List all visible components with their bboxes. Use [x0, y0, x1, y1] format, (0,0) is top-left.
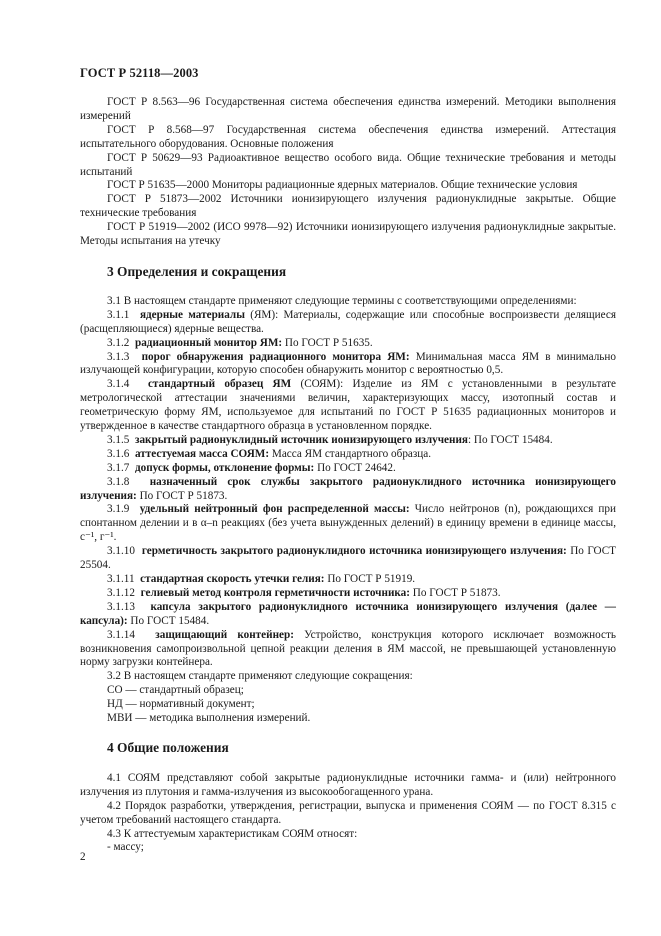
document-body	[80, 96, 616, 855]
abbr-item: МВИ — методика выполнения измерений.	[107, 712, 311, 725]
ref-item: ГОСТ Р 8.568—97 Государственная система обеспечения единства измерений. Аттестация испытательного оборудования. Основные положения	[80, 123, 616, 150]
term-entry: 3.1.14 защищающий контейнер: Устройство, конструкция которого исключает возможность возникновения самопроизвольной цепной реакции деления в ЯМ массой, не превышающей установленную норму загрузки контейнера.	[80, 628, 616, 669]
section-4-para: 4.1 СОЯМ представляют собой закрытые радионуклидные источники гамма- и (или) нейтронного излучения из плутония и гамма-излучения из высокообогащенного урана.	[80, 771, 616, 798]
ref-item: ГОСТ Р 50629—93 Радиоактивное вещество особого вида. Общие технические требования и методы испытаний	[80, 151, 616, 178]
term-entry: 3.1.9 удельный нейтронный фон распределенной массы: Число нейтронов (n), рождающихся при спонтанном делении и в α–n реакциях (без учета вынужденных делений) в единицу времени в единице массы, с⁻¹, г⁻¹.	[80, 503, 616, 544]
abbr-item: СО — стандартный образец;	[107, 684, 244, 697]
section-4-para: 4.3 К аттестуемым характеристикам СОЯМ относят:	[107, 827, 358, 840]
term-entry: 3.1.11 стандартная скорость утечки гелия: По ГОСТ Р 51919.	[107, 573, 416, 585]
term-entry: 3.1.13 капсула закрытого радионуклидного источника ионизирующего излучения (далее — капсула): По ГОСТ 15484.	[80, 600, 616, 627]
term-entry: 3.1.12 гелиевый метод контроля герметичности источника: По ГОСТ Р 51873.	[107, 586, 501, 599]
term-entry: 3.1.8 назначенный срок службы закрытого радионуклидного источника ионизирующего излучения: По ГОСТ Р 51873.	[80, 475, 617, 502]
term-entry: 3.1.1 ядерные материалы (ЯМ): Материалы, содержащие или способные воспроизвести делящиеся (расщепляющиеся) ядерные вещества.	[80, 308, 617, 335]
section-3-heading: 3 Определения и сокращения	[107, 263, 287, 279]
ref-item: ГОСТ Р 8.563—96 Государственная система обеспечения единства измерений. Методики выполнения измерений	[80, 96, 616, 122]
term-entry: 3.1.3 порог обнаружения радиационного монитора ЯМ: Минимальная масса ЯМ в минимально излучающей конфигурации, которую способен обнаружить монитор с вероятностью 0,5.	[80, 350, 616, 377]
term-entry: 3.1.7 допуск формы, отклонение формы: По ГОСТ 24642.	[107, 461, 396, 474]
term-entry: 3.1.6 аттестуемая масса СОЯМ: Масса ЯМ стандартного образца.	[107, 447, 432, 460]
term-entry: 3.1.4 стандартный образец ЯМ (СОЯМ): Изделие из ЯМ с установленными в результате метрологической аттестации значениями величин, характеризующих массу, изотопный состав и геометрическую форму ЯМ, используемое для испытаний по ГОСТ Р 51635 радиационных мониторов и утвержденное в качестве стандартного образца в установленном порядке.	[80, 378, 616, 433]
section-3-intro: 3.1 В настоящем стандарте применяют следующие термины с соответствующими определениями:	[107, 294, 577, 307]
document-header: ГОСТ Р 52118—2003	[80, 66, 199, 80]
ref-item: ГОСТ Р 51635—2000 Мониторы радиационные ядерных материалов. Общие технические условия	[107, 179, 578, 192]
section-4-heading: 4 Общие положения	[107, 739, 229, 755]
abbr-intro: 3.2 В настоящем стандарте применяют следующие сокращения:	[107, 670, 413, 683]
ref-item: ГОСТ Р 51873—2002 Источники ионизирующего излучения радионуклидные закрытые. Общие технические требования	[80, 193, 616, 220]
term-entry: 3.1.10 герметичность закрытого радионуклидного источника ионизирующего излучения: По ГОСТ 25504.	[80, 545, 617, 572]
section-4-para: 4.2 Порядок разработки, утверждения, регистрации, выпуска и применения СОЯМ — по ГОСТ 8.315 с учетом требований настоящего стандарта.	[80, 799, 616, 826]
term-entry: 3.1.2 радиационный монитор ЯМ: По ГОСТ Р 51635.	[107, 336, 373, 349]
page-number: 2	[80, 851, 86, 863]
section-4-list-item: - массу;	[107, 841, 144, 854]
term-entry: 3.1.5 закрытый радионуклидный источник ионизирующего излучения: По ГОСТ 15484.	[107, 433, 553, 446]
abbr-item: НД — нормативный документ;	[107, 698, 255, 711]
ref-item: ГОСТ Р 51919—2002 (ИСО 9978—92) Источники ионизирующего излучения радионуклидные закрытые. Методы испытания на утечку	[80, 221, 616, 248]
